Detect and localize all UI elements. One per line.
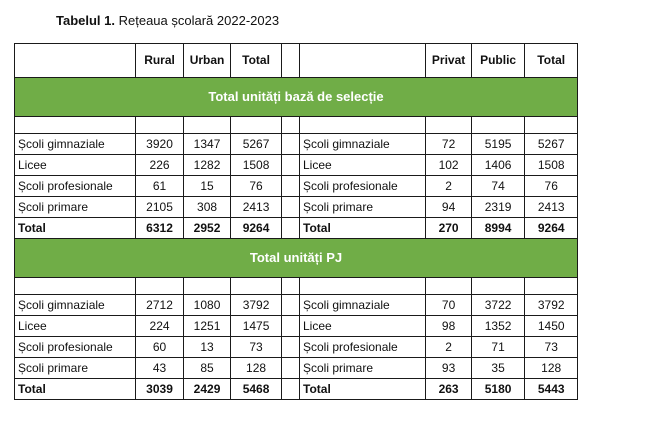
separator-cell (281, 295, 299, 316)
separator-cell (281, 218, 299, 239)
table-row (15, 316, 578, 337)
value-cell: 224 (136, 316, 184, 337)
section-title: Total unități PJ (15, 239, 578, 278)
spacer-cell (231, 117, 282, 134)
caption-text: Rețeaua școlară 2022-2023 (115, 13, 280, 28)
value-cell: 2319 (471, 197, 525, 218)
value-cell: 43 (136, 358, 184, 379)
column-header: Privat (426, 44, 471, 78)
value-cell: 3920 (136, 134, 184, 155)
spacer-cell (300, 117, 426, 134)
separator-cell (281, 358, 299, 379)
separator-cell (281, 44, 299, 78)
spacer-cell (231, 278, 282, 295)
value-cell: 1352 (471, 316, 525, 337)
spacer-cell (471, 117, 525, 134)
value-cell: 5443 (525, 379, 578, 400)
value-cell: 2 (426, 176, 471, 197)
spacer-cell (136, 117, 184, 134)
spacer-cell (525, 278, 578, 295)
value-cell: 2429 (183, 379, 231, 400)
column-header: Public (471, 44, 525, 78)
value-cell: 6312 (136, 218, 184, 239)
spacer-row (15, 117, 578, 134)
spacer-cell (300, 278, 426, 295)
value-cell: 8994 (471, 218, 525, 239)
value-cell: 3792 (231, 295, 282, 316)
value-cell: 263 (426, 379, 471, 400)
value-cell: 76 (525, 176, 578, 197)
value-cell: 1508 (231, 155, 282, 176)
table-row (15, 358, 578, 379)
spacer-cell (183, 278, 231, 295)
table-caption (56, 13, 279, 28)
value-cell: 71 (471, 337, 525, 358)
value-cell: 98 (426, 316, 471, 337)
value-cell: 73 (525, 337, 578, 358)
column-header: Total (231, 44, 282, 78)
row-label: Total (300, 379, 426, 400)
row-label: Școli gimnaziale (15, 134, 136, 155)
table-row (15, 197, 578, 218)
value-cell: 15 (183, 176, 231, 197)
row-label: Școli gimnaziale (300, 295, 426, 316)
value-cell: 226 (136, 155, 184, 176)
spacer-cell (15, 278, 136, 295)
spacer-cell (426, 278, 471, 295)
table-row (15, 155, 578, 176)
value-cell: 3722 (471, 295, 525, 316)
value-cell: 2952 (183, 218, 231, 239)
table-row (15, 337, 578, 358)
school-network-table (14, 43, 578, 400)
separator-cell (281, 337, 299, 358)
row-label: Total (15, 379, 136, 400)
value-cell: 2712 (136, 295, 184, 316)
value-cell: 93 (426, 358, 471, 379)
row-label: Școli gimnaziale (15, 295, 136, 316)
row-label: Școli primare (15, 358, 136, 379)
value-cell: 1450 (525, 316, 578, 337)
value-cell: 72 (426, 134, 471, 155)
value-cell: 270 (426, 218, 471, 239)
row-label: Școli profesionale (15, 337, 136, 358)
value-cell: 5195 (471, 134, 525, 155)
header-row (15, 44, 578, 78)
spacer-cell (281, 117, 299, 134)
value-cell: 102 (426, 155, 471, 176)
value-cell: 13 (183, 337, 231, 358)
row-label: Școli profesionale (300, 176, 426, 197)
row-label: Licee (300, 155, 426, 176)
value-cell: 60 (136, 337, 184, 358)
value-cell: 94 (426, 197, 471, 218)
header-empty-cell (15, 44, 136, 78)
caption-label: Tabelul 1. (56, 13, 115, 28)
row-label: Licee (15, 316, 136, 337)
table-row (15, 295, 578, 316)
column-header: Rural (136, 44, 184, 78)
value-cell: 308 (183, 197, 231, 218)
spacer-cell (525, 117, 578, 134)
table-row (15, 134, 578, 155)
value-cell: 35 (471, 358, 525, 379)
value-cell: 2 (426, 337, 471, 358)
table-row (15, 176, 578, 197)
value-cell: 2105 (136, 197, 184, 218)
total-row (15, 379, 578, 400)
row-label: Școli primare (300, 358, 426, 379)
spacer-cell (426, 117, 471, 134)
separator-cell (281, 155, 299, 176)
value-cell: 5468 (231, 379, 282, 400)
header-empty-cell (300, 44, 426, 78)
value-cell: 1475 (231, 316, 282, 337)
value-cell: 128 (525, 358, 578, 379)
value-cell: 73 (231, 337, 282, 358)
value-cell: 9264 (525, 218, 578, 239)
column-header: Total (525, 44, 578, 78)
value-cell: 1508 (525, 155, 578, 176)
spacer-cell (183, 117, 231, 134)
value-cell: 1347 (183, 134, 231, 155)
value-cell: 5267 (525, 134, 578, 155)
spacer-row (15, 278, 578, 295)
separator-cell (281, 379, 299, 400)
value-cell: 5180 (471, 379, 525, 400)
spacer-cell (471, 278, 525, 295)
value-cell: 1251 (183, 316, 231, 337)
row-label: Școli profesionale (300, 337, 426, 358)
value-cell: 3792 (525, 295, 578, 316)
value-cell: 1282 (183, 155, 231, 176)
row-label: Școli gimnaziale (300, 134, 426, 155)
separator-cell (281, 197, 299, 218)
value-cell: 1080 (183, 295, 231, 316)
row-label: Licee (300, 316, 426, 337)
row-label: Școli primare (300, 197, 426, 218)
value-cell: 61 (136, 176, 184, 197)
value-cell: 9264 (231, 218, 282, 239)
value-cell: 2413 (231, 197, 282, 218)
value-cell: 70 (426, 295, 471, 316)
value-cell: 2413 (525, 197, 578, 218)
row-label: Total (300, 218, 426, 239)
row-label: Școli primare (15, 197, 136, 218)
row-label: Licee (15, 155, 136, 176)
separator-cell (281, 134, 299, 155)
table-body (15, 44, 578, 400)
value-cell: 3039 (136, 379, 184, 400)
separator-cell (281, 176, 299, 197)
separator-cell (281, 316, 299, 337)
value-cell: 1406 (471, 155, 525, 176)
row-label: Școli profesionale (15, 176, 136, 197)
value-cell: 5267 (231, 134, 282, 155)
spacer-cell (136, 278, 184, 295)
section-title: Total unități bază de selecție (15, 78, 578, 117)
section-header-row (15, 239, 578, 278)
value-cell: 128 (231, 358, 282, 379)
spacer-cell (281, 278, 299, 295)
value-cell: 74 (471, 176, 525, 197)
value-cell: 76 (231, 176, 282, 197)
spacer-cell (15, 117, 136, 134)
total-row (15, 218, 578, 239)
row-label: Total (15, 218, 136, 239)
value-cell: 85 (183, 358, 231, 379)
section-header-row (15, 78, 578, 117)
column-header: Urban (183, 44, 231, 78)
